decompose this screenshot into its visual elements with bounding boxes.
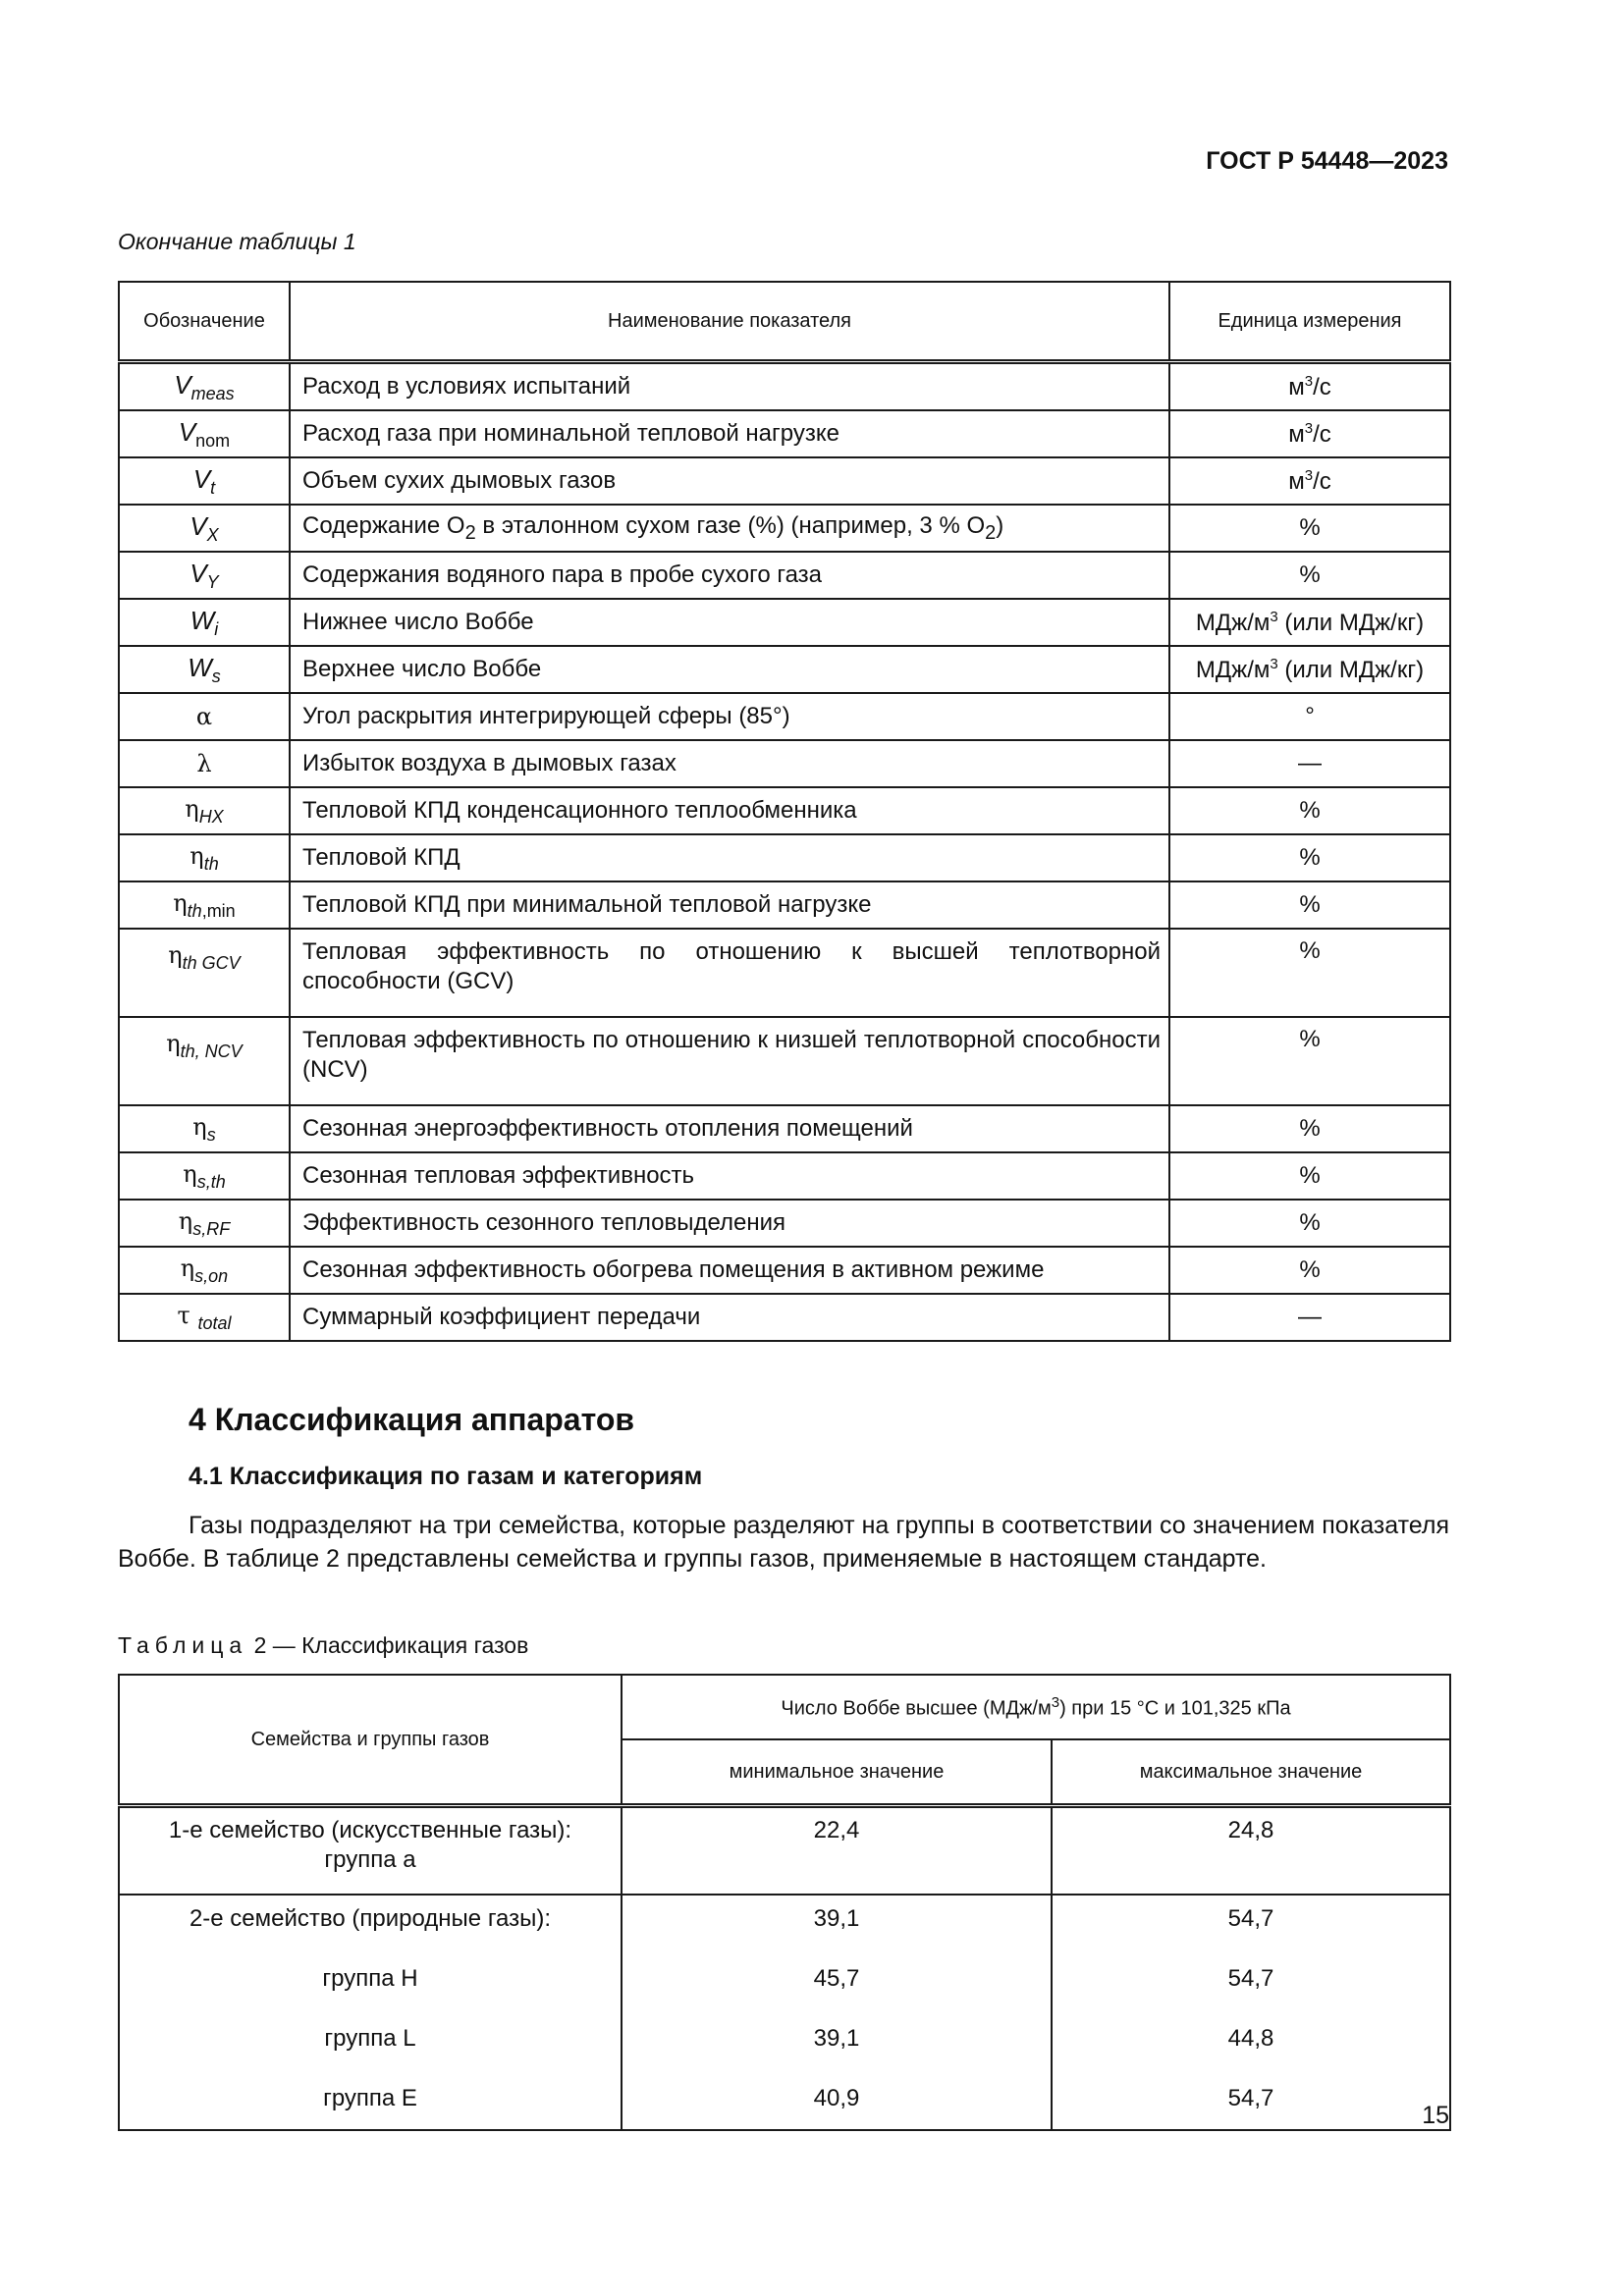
symbol-cell: $V_{nom}$ bbox=[119, 410, 290, 457]
symbol-cell: $W_i$ bbox=[119, 599, 290, 646]
table-row bbox=[119, 1105, 1450, 1152]
description-cell: Суммарный коэффициент передачи bbox=[290, 1294, 1169, 1341]
table2-col-wobbe: Число Воббе высшее $(МДж/м^3)$ при 15 °С и 101,325 кПа bbox=[622, 1675, 1450, 1739]
table1-col-name: Наименование показателя bbox=[290, 282, 1169, 362]
table-row bbox=[119, 1895, 1450, 1955]
description-cell: Объем сухих дымовых газов bbox=[290, 457, 1169, 505]
max-cell: 54,7 bbox=[1052, 1955, 1450, 2015]
table-row bbox=[119, 457, 1450, 505]
table2-col-families: Семейства и группы газов bbox=[119, 1675, 622, 1806]
description-cell: Тепловой КПД bbox=[290, 834, 1169, 881]
symbol-cell: $\eta_{HX}$ bbox=[119, 787, 290, 834]
unit-cell: % bbox=[1169, 505, 1450, 552]
symbol-cell: α bbox=[119, 693, 290, 740]
table-row bbox=[119, 787, 1450, 834]
table-row bbox=[119, 929, 1450, 1017]
table2 bbox=[118, 1674, 1451, 2131]
description-cell: Сезонная энергоэффективность отопления помещений bbox=[290, 1105, 1169, 1152]
unit-cell: % bbox=[1169, 552, 1450, 599]
group-cell: группа Е bbox=[119, 2075, 622, 2130]
unit-cell: $м^3/с$ bbox=[1169, 362, 1450, 411]
unit-cell: ° bbox=[1169, 693, 1450, 740]
table-row bbox=[119, 740, 1450, 787]
group-cell: группа Н bbox=[119, 1955, 622, 2015]
description-cell: Сезонная эффективность обогрева помещения в активном режиме bbox=[290, 1247, 1169, 1294]
table1 bbox=[118, 281, 1451, 1342]
table1-col-symbol: Обозначение bbox=[119, 282, 290, 362]
table-row bbox=[119, 646, 1450, 693]
description-cell: Верхнее число Воббе bbox=[290, 646, 1169, 693]
unit-cell: — bbox=[1169, 1294, 1450, 1341]
unit-cell: % bbox=[1169, 1152, 1450, 1200]
max-cell: 44,8 bbox=[1052, 2015, 1450, 2075]
unit-cell: % bbox=[1169, 834, 1450, 881]
table-row bbox=[119, 2075, 1450, 2130]
unit-cell: — bbox=[1169, 740, 1450, 787]
table-row bbox=[119, 1294, 1450, 1341]
unit-cell: % bbox=[1169, 881, 1450, 929]
table-row bbox=[119, 1806, 1450, 1896]
table-row bbox=[119, 881, 1450, 929]
min-cell: 40,9 bbox=[622, 2075, 1052, 2130]
symbol-cell: $\eta_{th,min}$ bbox=[119, 881, 290, 929]
description-cell: Содержания водяного пара в пробе сухого газа bbox=[290, 552, 1169, 599]
unit-cell: % bbox=[1169, 929, 1450, 1017]
table1-header-row bbox=[119, 282, 1450, 362]
description-cell: Расход газа при номинальной тепловой нагрузке bbox=[290, 410, 1169, 457]
family-cell: 2-е семейство (природные газы): bbox=[119, 1895, 622, 1955]
table2-col-min: минимальное значение bbox=[622, 1739, 1052, 1806]
min-cell: 39,1 bbox=[622, 2015, 1052, 2075]
symbol-cell: $\eta_s$ bbox=[119, 1105, 290, 1152]
unit-cell: % bbox=[1169, 1247, 1450, 1294]
description-cell: Тепловой КПД при минимальной тепловой нагрузке bbox=[290, 881, 1169, 929]
description-cell: Избыток воздуха в дымовых газах bbox=[290, 740, 1169, 787]
table2-header-row bbox=[119, 1675, 1450, 1739]
unit-cell: % bbox=[1169, 1200, 1450, 1247]
table-row bbox=[119, 1200, 1450, 1247]
symbol-cell: $V_X$ bbox=[119, 505, 290, 552]
symbol-cell: $\eta_{th GCV}$ bbox=[119, 929, 290, 1017]
subsection-heading: 4.1 Классификация по газам и категориям bbox=[189, 1463, 703, 1490]
table-row bbox=[119, 505, 1450, 552]
symbol-cell: $\eta_{s,on}$ bbox=[119, 1247, 290, 1294]
max-cell: 54,7 bbox=[1052, 2075, 1450, 2130]
unit-cell: МДж/$м^3$ (или МДж/кг) bbox=[1169, 646, 1450, 693]
description-cell: Нижнее число Воббе bbox=[290, 599, 1169, 646]
table-row bbox=[119, 2015, 1450, 2075]
min-cell: 39,1 bbox=[622, 1895, 1052, 1955]
table-row bbox=[119, 1247, 1450, 1294]
table-row bbox=[119, 1017, 1450, 1105]
table-row bbox=[119, 1955, 1450, 2015]
description-cell: Сезонная тепловая эффективность bbox=[290, 1152, 1169, 1200]
symbol-cell: $\eta_{s,th}$ bbox=[119, 1152, 290, 1200]
table-row bbox=[119, 410, 1450, 457]
description-cell: Содержание $O_2$ в эталонном сухом газе (%) (например, 3 % $O_2$) bbox=[290, 505, 1169, 552]
unit-cell: $м^3/с$ bbox=[1169, 410, 1450, 457]
unit-cell: МДж/$м^3$ (или МДж/кг) bbox=[1169, 599, 1450, 646]
symbol-cell: $\eta_{th, NCV}$ bbox=[119, 1017, 290, 1105]
symbol-cell: $\eta_{th}$ bbox=[119, 834, 290, 881]
unit-cell: % bbox=[1169, 1105, 1450, 1152]
min-cell: 22,4 bbox=[622, 1806, 1052, 1896]
table-row bbox=[119, 1152, 1450, 1200]
min-cell: 45,7 bbox=[622, 1955, 1052, 2015]
table-row bbox=[119, 693, 1450, 740]
unit-cell: % bbox=[1169, 787, 1450, 834]
symbol-cell: $\eta_{s,RF}$ bbox=[119, 1200, 290, 1247]
table-row bbox=[119, 599, 1450, 646]
table1-caption: Окончание таблицы 1 bbox=[118, 229, 356, 254]
symbol-cell: $V_t$ bbox=[119, 457, 290, 505]
description-cell: Тепловая эффективность по отношению к высшей теплотворной способности (GCV) bbox=[290, 929, 1169, 1017]
body-paragraph: Газы подразделяют на три семейства, которые разделяют на группы в соответствии со значением показателя Воббе. В таблице 2 представлены семейства и группы газов, применяемые в настоящем стандарте. bbox=[118, 1512, 1449, 1573]
symbol-cell: λ bbox=[119, 740, 290, 787]
table2-caption: Таблица 2 — Классификация газов bbox=[118, 1632, 529, 1658]
description-cell: Эффективность сезонного тепловыделения bbox=[290, 1200, 1169, 1247]
description-cell: Тепловая эффективность по отношению к низшей теплотворной способности (NCV) bbox=[290, 1017, 1169, 1105]
unit-cell: % bbox=[1169, 1017, 1450, 1105]
page-number: 15 bbox=[1422, 2102, 1449, 2129]
max-cell: 24,8 bbox=[1052, 1806, 1450, 1896]
family-cell: 1-е семейство (искусственные газы): группа а bbox=[119, 1806, 622, 1896]
max-cell: 54,7 bbox=[1052, 1895, 1450, 1955]
description-cell: Угол раскрытия интегрирующей сферы (85°) bbox=[290, 693, 1169, 740]
unit-cell: $м^3/с$ bbox=[1169, 457, 1450, 505]
table-row bbox=[119, 552, 1450, 599]
symbol-cell: $W_s$ bbox=[119, 646, 290, 693]
section-heading: 4 Классификация аппаратов bbox=[189, 1402, 635, 1437]
description-cell: Тепловой КПД конденсационного теплообменника bbox=[290, 787, 1169, 834]
symbol-cell: τ $_{total}$ bbox=[119, 1294, 290, 1341]
symbol-cell: $V_Y$ bbox=[119, 552, 290, 599]
standard-designation: ГОСТ Р 54448—2023 bbox=[1206, 147, 1448, 175]
description-cell: Расход в условиях испытаний bbox=[290, 362, 1169, 411]
group-cell: группа L bbox=[119, 2015, 622, 2075]
table2-col-max: максимальное значение bbox=[1052, 1739, 1450, 1806]
table-row bbox=[119, 362, 1450, 411]
symbol-cell: $V_{meas}$ bbox=[119, 362, 290, 411]
table1-col-unit: Единица измерения bbox=[1169, 282, 1450, 362]
table-row bbox=[119, 834, 1450, 881]
